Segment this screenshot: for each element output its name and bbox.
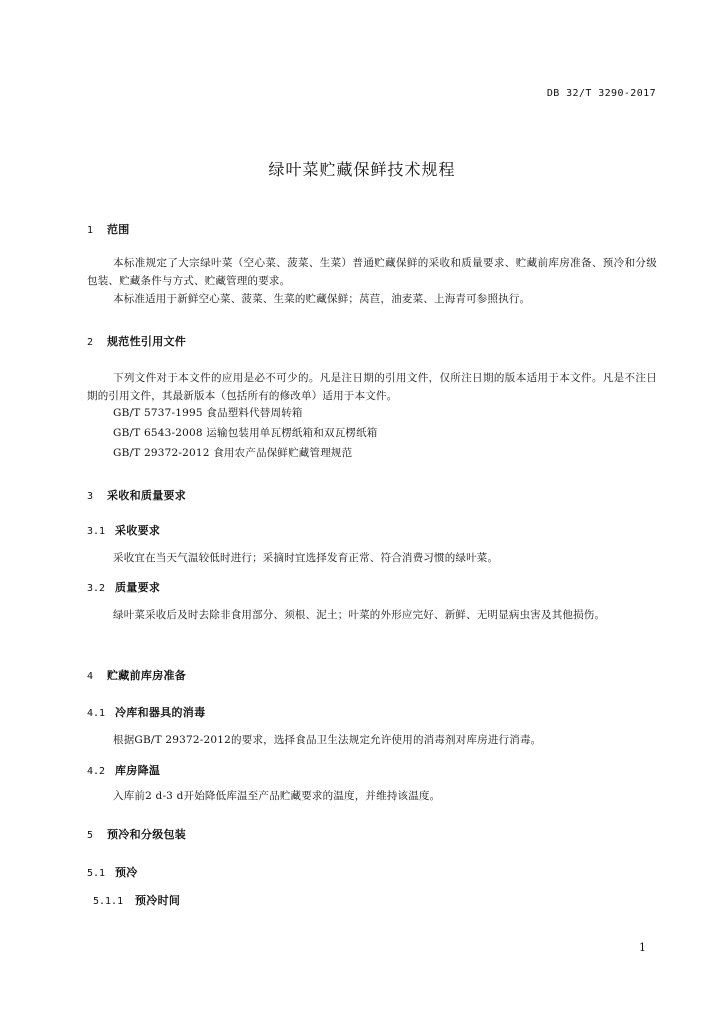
section-number: 5.1.1 (93, 896, 124, 907)
section-3-2-text: 绿叶菜采收后及时去除非食用部分、须根、泥土；叶菜的外形应完好、新鲜、无明显病虫害及其他损伤。 (113, 609, 606, 621)
page-number: 1 (639, 941, 646, 954)
section-number: 3.1 (87, 526, 106, 537)
section-3-1-heading (87, 522, 160, 538)
section-title: 预冷和分级包装 (107, 828, 187, 841)
section-title: 预冷 (115, 866, 138, 879)
section-number: 3 (87, 491, 94, 502)
document-title: 绿叶菜贮藏保鲜技术规程 (268, 160, 456, 179)
section-4-1-heading (87, 704, 205, 720)
section-2-intro: 下列文件对于本文件的应用是必不可少的。凡是注日期的引用文件，仅所注日期的版本适用于本文件。凡是不注日期的引用文件，其最新版本（包括所有的修改单）适用于本文件。 (87, 372, 657, 402)
section-1-heading (87, 221, 130, 237)
standard-code: DB 32/T 3290-2017 (546, 88, 656, 99)
section-4-2-heading (87, 762, 160, 778)
section-3-2-heading (87, 579, 160, 595)
section-title: 冷库和器具的消毒 (115, 706, 206, 719)
section-title: 采收要求 (115, 524, 161, 537)
section-1-paragraph-1: 本标准规定了大宗绿叶菜（空心菜、菠菜、生菜）普通贮藏保鲜的采收和质量要求、贮藏前库房准备、预冷和分级包装、贮藏条件与方式、贮藏管理的要求。 (87, 257, 657, 287)
section-4-1-text: 根据GB/T 29372-2012的要求，选择食品卫生法规定允许使用的消毒剂对库房进行消毒。 (113, 734, 542, 746)
reference-item: GB/T 6543-2008 运输包装用单瓦楞纸箱和双瓦楞纸箱 (113, 427, 378, 439)
section-5-heading (87, 826, 186, 842)
section-number: 1 (87, 225, 94, 236)
section-number: 4.2 (87, 766, 106, 777)
section-title: 规范性引用文件 (107, 335, 187, 348)
section-number: 4 (87, 671, 94, 682)
section-title: 贮藏前库房准备 (107, 669, 187, 682)
section-title: 质量要求 (115, 581, 161, 594)
section-number: 2 (87, 337, 94, 348)
reference-item: GB/T 5737-1995 食品塑料代替周转箱 (113, 407, 303, 419)
section-4-2-text: 入库前2 d-3 d开始降低库温至产品贮藏要求的温度，并维持该温度。 (113, 790, 441, 802)
section-1-paragraph-2: 本标准适用于新鲜空心菜、菠菜、生菜的贮藏保鲜；莴苣，油麦菜、上海青可参照执行。 (113, 293, 531, 305)
section-3-heading (87, 487, 186, 503)
reference-item: GB/T 29372-2012 食用农产品保鲜贮藏管理规范 (113, 447, 353, 459)
section-title: 库房降温 (115, 764, 161, 777)
section-title: 范围 (107, 223, 130, 236)
section-5-1-1-heading (93, 892, 180, 908)
section-title: 采收和质量要求 (107, 489, 187, 502)
section-3-1-text: 采收宜在当天气温较低时进行；采摘时宜选择发育正常、符合消费习惯的绿叶菜。 (113, 552, 499, 564)
section-title: 预冷时间 (135, 894, 181, 907)
section-number: 5.1 (87, 868, 106, 879)
section-2-heading (87, 333, 186, 349)
section-number: 4.1 (87, 708, 106, 719)
section-number: 3.2 (87, 583, 106, 594)
section-5-1-heading (87, 864, 138, 880)
section-4-heading (87, 667, 186, 683)
section-number: 5 (87, 830, 94, 841)
